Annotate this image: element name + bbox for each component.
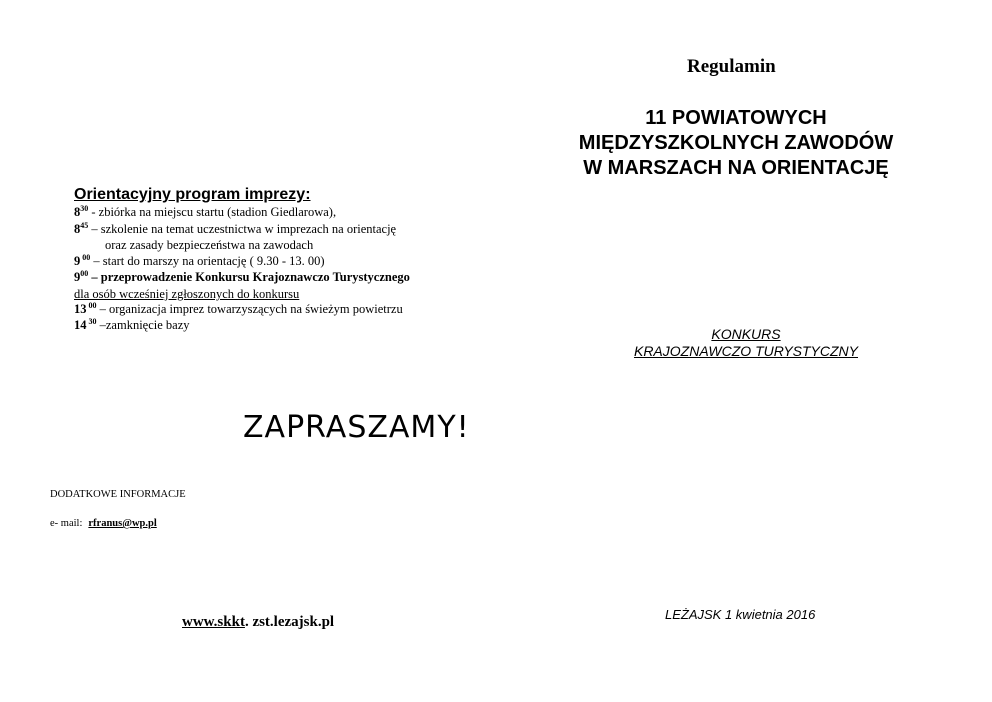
program-hour: 9 xyxy=(74,270,81,284)
program-minutes: 00 xyxy=(88,301,97,310)
program-hour: 9 xyxy=(74,254,81,268)
program-title: Orientacyjny program imprezy: xyxy=(74,186,311,203)
event-title-line: MIĘDZYSZKOLNYCH ZAWODÓW xyxy=(578,132,894,154)
program-item xyxy=(74,318,190,333)
event-title-line: 11 POWIATOWYCH xyxy=(645,107,827,129)
program-hour: 13 xyxy=(74,302,87,316)
event-title xyxy=(520,106,952,181)
program-text: – organizacja imprez towarzyszących na świeżym powietrzu xyxy=(96,302,403,316)
program-item xyxy=(74,222,396,237)
program-item xyxy=(74,302,403,317)
website-part1[interactable]: www.skkt xyxy=(182,614,245,630)
program-text: - zbiórka na miejscu startu (stadion Giedlarowa), xyxy=(88,205,337,219)
program-text: – start do marszy na orientację ( 9.30 - 13. 00) xyxy=(90,254,325,268)
program-minutes: 30 xyxy=(88,317,97,326)
contest-title-line: KONKURS xyxy=(711,326,781,342)
program-minutes: 30 xyxy=(80,204,89,213)
program-minutes: 00 xyxy=(80,269,89,278)
website-link[interactable] xyxy=(182,614,334,631)
event-title-line: W MARSZACH NA ORIENTACJĘ xyxy=(583,157,889,179)
program-minutes: 45 xyxy=(80,221,89,230)
website-part2[interactable]: . zst.lezajsk.pl xyxy=(244,614,335,630)
email-link[interactable]: rfranus@wp.pl xyxy=(88,518,157,529)
program-item xyxy=(74,270,410,285)
program-text: –zamknięcie bazy xyxy=(96,318,190,332)
program-item xyxy=(74,254,325,269)
email-row xyxy=(50,518,157,529)
invitation-heading: ZAPRASZAMY! xyxy=(243,410,470,445)
program-hour: 8 xyxy=(74,222,81,236)
program-item xyxy=(74,205,336,220)
program-text: – przeprowadzenie Konkursu Krajoznawczo Turystycznego xyxy=(88,270,410,284)
contest-title xyxy=(600,326,892,360)
program-hour: 14 xyxy=(74,318,87,332)
place-date: LEŻAJSK 1 kwietnia 2016 xyxy=(665,607,816,622)
program-hour: 8 xyxy=(74,205,81,219)
regulamin-heading: Regulamin xyxy=(687,56,776,77)
program-item-continuation: oraz zasady bezpieczeństwa na zawodach xyxy=(105,238,314,252)
program-text: – szkolenie na temat uczestnictwa w imprezach na orientację xyxy=(88,222,397,236)
contest-title-line: KRAJOZNAWCZO TURYSTYCZNY xyxy=(633,343,858,359)
email-label: e- mail: xyxy=(50,518,83,529)
extra-info-heading: DODATKOWE INFORMACJE xyxy=(50,489,186,500)
program-minutes: 00 xyxy=(82,253,91,262)
program-item-continuation: dla osób wcześniej zgłoszonych do konkursu xyxy=(74,287,300,301)
